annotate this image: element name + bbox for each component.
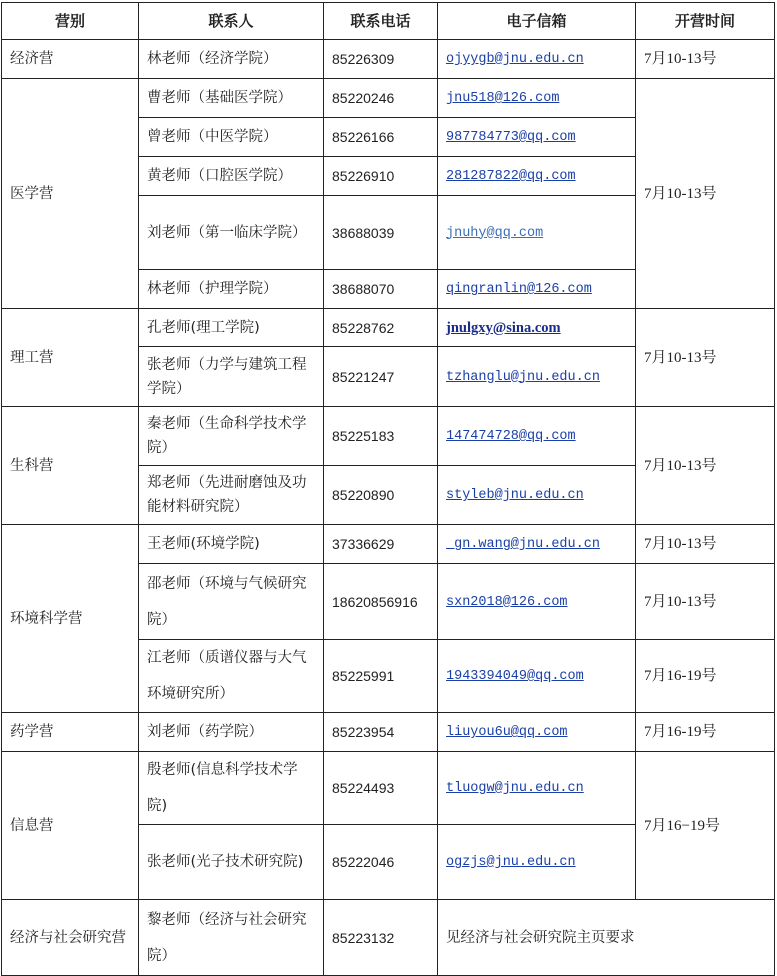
header-phone: 联系电话: [324, 3, 438, 40]
phone-number: 85228762: [324, 309, 438, 347]
table-row: [2, 40, 775, 79]
contact-name: 刘老师（第一临床学院）: [139, 196, 324, 270]
email-link[interactable]: gn.wang@jnu.edu.cn: [446, 537, 600, 552]
camp-name: 信息营: [2, 752, 139, 900]
email-cell: [438, 564, 636, 640]
camp-name: 环境科学营: [2, 525, 139, 713]
contact-name: 秦老师（生命科学技术学院）: [139, 407, 324, 466]
phone-number: 85225183: [324, 407, 438, 466]
header-contact: 联系人: [139, 3, 324, 40]
email-link[interactable]: ogzjs@jnu.edu.cn: [446, 855, 576, 870]
email-cell: [438, 196, 636, 270]
phone-number: 85220246: [324, 79, 438, 118]
table-row: [2, 713, 775, 752]
contact-name: 林老师（护理学院）: [139, 270, 324, 309]
email-link[interactable]: liuyou6u@qq.com: [446, 725, 568, 740]
contact-name: 曹老师（基础医学院）: [139, 79, 324, 118]
phone-number: 85225991: [324, 640, 438, 713]
email-link[interactable]: jnu518@126.com: [446, 91, 560, 106]
camp-dates: 7月10-13号: [636, 407, 775, 525]
contact-name: 江老师（质谱仪器与大气环境研究所）: [139, 640, 324, 713]
email-cell: [438, 752, 636, 825]
contact-name: 刘老师（药学院）: [139, 713, 324, 752]
contact-name: 孔老师(理工学院): [139, 309, 324, 347]
email-cell: [438, 713, 636, 752]
header-row: [2, 3, 775, 40]
email-link[interactable]: ojyygb@jnu.edu.cn: [446, 52, 584, 67]
phone-number: 85223954: [324, 713, 438, 752]
phone-number: 38688070: [324, 270, 438, 309]
camp-dates: 7月16−19号: [636, 752, 775, 900]
email-link[interactable]: 281287822@qq.com: [446, 169, 576, 184]
email-cell: [438, 309, 636, 347]
email-link[interactable]: 987784773@qq.com: [446, 130, 576, 145]
header-dates: 开营时间: [636, 3, 775, 40]
contact-name: 张老师（力学与建筑工程学院）: [139, 347, 324, 407]
email-cell: [438, 118, 636, 157]
table-row: [2, 525, 775, 564]
phone-number: 85226309: [324, 40, 438, 79]
email-link[interactable]: styleb@jnu.edu.cn: [446, 488, 584, 503]
email-link[interactable]: 1943394049@qq.com: [446, 669, 584, 684]
camp-dates: 7月10-13号: [636, 564, 775, 640]
phone-number: 85226910: [324, 157, 438, 196]
phone-number: 85223132: [324, 900, 438, 976]
camp-name: 经济营: [2, 40, 139, 79]
camp-name: 理工营: [2, 309, 139, 407]
email-cell: [438, 525, 636, 564]
email-cell: [438, 640, 636, 713]
camp-dates: 7月16-19号: [636, 713, 775, 752]
email-cell: [438, 157, 636, 196]
camp-dates: 7月10-13号: [636, 79, 775, 309]
email-link[interactable]: jnuhy@qq.com: [446, 225, 544, 241]
phone-number: 38688039: [324, 196, 438, 270]
contact-name: 邵老师（环境与气候研究院）: [139, 564, 324, 640]
email-link[interactable]: tluogw@jnu.edu.cn: [446, 781, 584, 796]
camp-dates: 7月10-13号: [636, 40, 775, 79]
email-cell: [438, 466, 636, 525]
email-cell: [438, 40, 636, 79]
requirements-note: 见经济与社会研究院主页要求: [438, 900, 775, 976]
phone-number: 18620856916: [324, 564, 438, 640]
camp-name: 生科营: [2, 407, 139, 525]
table-row: [2, 309, 775, 347]
table-row: [2, 752, 775, 825]
email-link[interactable]: sxn2018@126.com: [446, 594, 568, 610]
phone-number: 85224493: [324, 752, 438, 825]
phone-number: 85222046: [324, 825, 438, 900]
contact-name: 郑老师（先进耐磨蚀及功能材料研究院）: [139, 466, 324, 525]
contact-name: 曾老师（中医学院）: [139, 118, 324, 157]
email-link[interactable]: jnulgxy@sina.com: [446, 319, 561, 336]
email-link[interactable]: 147474728@qq.com: [446, 429, 576, 444]
table-row: [2, 79, 775, 118]
contact-name: 王老师(环境学院): [139, 525, 324, 564]
camp-name: 医学营: [2, 79, 139, 309]
phone-number: 37336629: [324, 525, 438, 564]
contact-name: 黎老师（经济与社会研究院）: [139, 900, 324, 976]
camp-dates: 7月10-13号: [636, 309, 775, 407]
camp-name: 经济与社会研究营: [2, 900, 139, 976]
contact-name: 殷老师(信息科学技术学院): [139, 752, 324, 825]
email-cell: [438, 825, 636, 900]
header-camp: 营别: [2, 3, 139, 40]
header-email: 电子信箱: [438, 3, 636, 40]
phone-number: 85220890: [324, 466, 438, 525]
camp-dates: 7月16-19号: [636, 640, 775, 713]
contact-name: 黄老师（口腔医学院）: [139, 157, 324, 196]
phone-number: 85226166: [324, 118, 438, 157]
table-row: [2, 407, 775, 466]
email-link[interactable]: tzhanglu@jnu.edu.cn: [446, 369, 600, 385]
camp-name: 药学营: [2, 713, 139, 752]
contact-name: 林老师（经济学院）: [139, 40, 324, 79]
table-row: [2, 900, 775, 976]
contact-name: 张老师(光子技术研究院): [139, 825, 324, 900]
camp-contact-table: [1, 2, 775, 976]
email-cell: [438, 270, 636, 309]
email-cell: [438, 407, 636, 466]
email-cell: [438, 347, 636, 407]
email-link[interactable]: qingranlin@126.com: [446, 282, 592, 297]
camp-dates: 7月10-13号: [636, 525, 775, 564]
email-cell: [438, 79, 636, 118]
phone-number: 85221247: [324, 347, 438, 407]
